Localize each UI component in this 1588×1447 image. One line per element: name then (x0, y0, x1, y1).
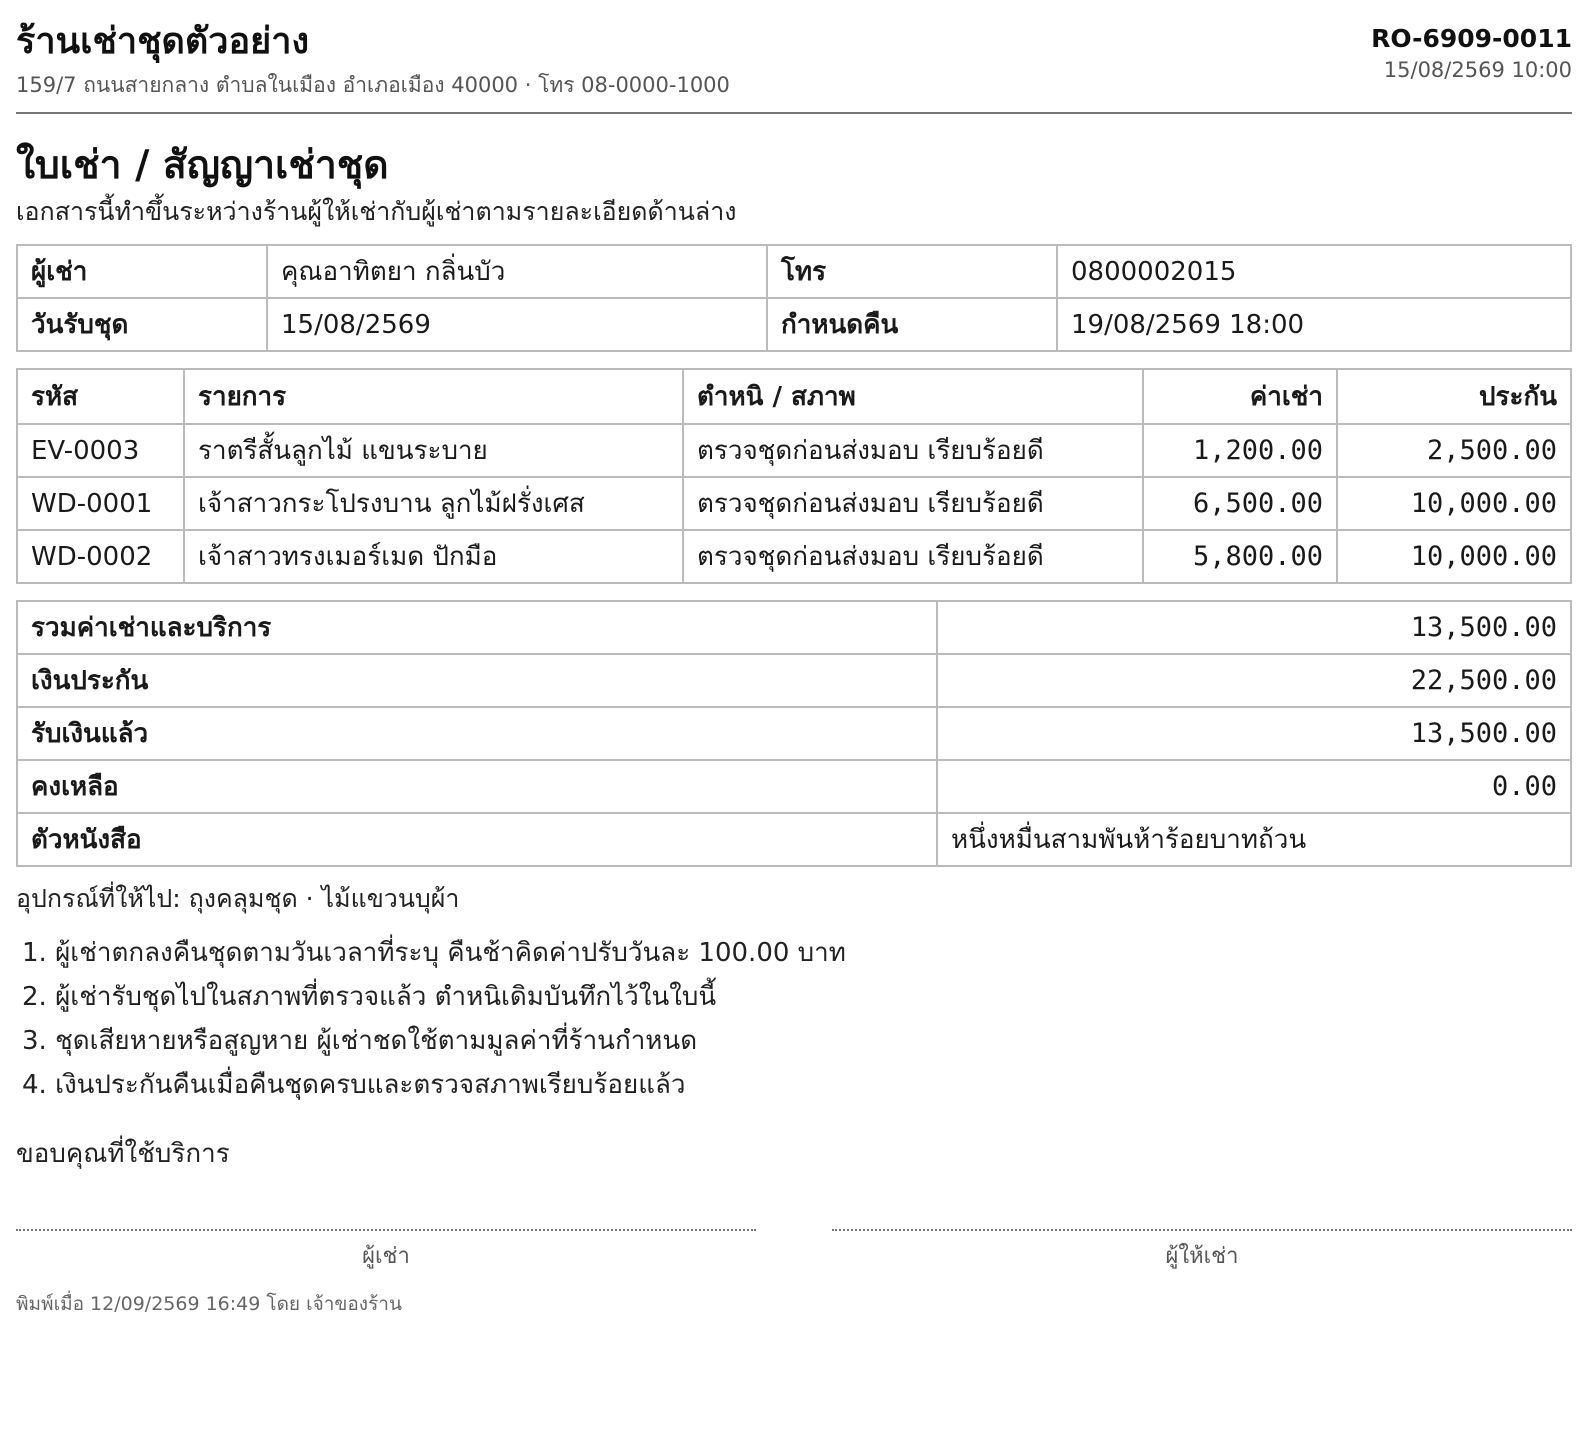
amount-words-value: หนึ่งหมื่นสามพันห้าร้อยบาทถ้วน (937, 813, 1571, 866)
phone-label: โทร (767, 245, 1057, 298)
column-header-condition: ตำหนิ / สภาพ (683, 369, 1143, 424)
lessor-signature-line: ผู้ให้เช่า (832, 1229, 1572, 1271)
shop-name: ร้านเช่าชุดตัวอย่าง (16, 21, 310, 62)
item-name: ราตรีสั้นลูกไม้ แขนระบาย (184, 424, 683, 477)
balance-label: คงเหลือ (17, 760, 937, 813)
deposit-value: 22,500.00 (937, 654, 1571, 707)
renter-name: คุณอาทิตยา กลิ่นบัว (267, 245, 767, 298)
items-header-row (17, 369, 1571, 424)
paid-label: รับเงินแล้ว (17, 707, 937, 760)
item-rent: 6,500.00 (1143, 477, 1337, 530)
balance-row (17, 760, 1571, 813)
printed-footer: พิมพ์เมื่อ 12/09/2569 16:49 โดย เจ้าของร้าน (16, 1293, 402, 1315)
page-subtitle: เอกสารนี้ทำขึ้นระหว่างร้านผู้ให้เช่ากับผู้เช่าตามรายละเอียดด้านล่าง (16, 197, 737, 226)
pickup-label: วันรับชุด (17, 298, 267, 351)
item-code: EV-0003 (17, 424, 184, 477)
renter-label: ผู้เช่า (17, 245, 267, 298)
amount-words-label: ตัวหนังสือ (17, 813, 937, 866)
dates-info-row (17, 298, 1571, 351)
table-row (17, 477, 1571, 530)
renter-signature-line: ผู้เช่า (16, 1229, 756, 1271)
amount-words-row (17, 813, 1571, 866)
rental-contract-page (16, 0, 1572, 1317)
term-item: 2. ผู้เช่ารับชุดไปในสภาพที่ตรวจแล้ว ตำหนิเดิมบันทึกไว้ในใบนี้ (22, 982, 717, 1012)
item-condition: ตรวจชุดก่อนส่งมอบ เรียบร้อยดี (683, 477, 1143, 530)
total-rent-row (17, 601, 1571, 654)
term-item: 1. ผู้เช่าตกลงคืนชุดตามวันเวลาที่ระบุ คืนช้าคิดค่าปรับวันละ 100.00 บาท (22, 938, 846, 968)
term-item: 4. เงินประกันคืนเมื่อคืนชุดครบและตรวจสภาพเรียบร้อยแล้ว (22, 1070, 686, 1100)
item-code: WD-0002 (17, 530, 184, 583)
item-rent: 5,800.00 (1143, 530, 1337, 583)
item-condition: ตรวจชุดก่อนส่งมอบ เรียบร้อยดี (683, 424, 1143, 477)
equipment-note: อุปกรณ์ที่ให้ไป: ถุงคลุมชุด · ไม้แขวนบุผ้า (16, 884, 460, 913)
paid-row (17, 707, 1571, 760)
deposit-row (17, 654, 1571, 707)
renter-info-row (17, 245, 1571, 298)
totals-table (16, 600, 1572, 867)
return-date: 19/08/2569 18:00 (1057, 298, 1571, 351)
page-title: ใบเช่า / สัญญาเช่าชุด (16, 143, 389, 188)
return-label: กำหนดคืน (767, 298, 1057, 351)
column-header-rent: ค่าเช่า (1143, 369, 1337, 424)
total-rent-value: 13,500.00 (937, 601, 1571, 654)
column-header-item: รายการ (184, 369, 683, 424)
item-rent: 1,200.00 (1143, 424, 1337, 477)
pickup-date: 15/08/2569 (267, 298, 767, 351)
shop-address: 159/7 ถนนสายกลาง ตำบลในเมือง อำเภอเมือง 40000 · โทร 08-0000-1000 (16, 73, 730, 97)
item-name: เจ้าสาวทรงเมอร์เมด ปักมือ (184, 530, 683, 583)
paid-value: 13,500.00 (937, 707, 1571, 760)
thank-you-note: ขอบคุณที่ใช้บริการ (16, 1139, 230, 1169)
item-name: เจ้าสาวกระโปรงบาน ลูกไม้ฝรั่งเศส (184, 477, 683, 530)
shop-block (16, 18, 730, 100)
phone-value: 0800002015 (1057, 245, 1571, 298)
signature-section (16, 1229, 1572, 1271)
item-condition: ตรวจชุดก่อนส่งมอบ เรียบร้อยดี (683, 530, 1143, 583)
document-datetime: 15/08/2569 10:00 (1383, 58, 1572, 82)
table-row (17, 424, 1571, 477)
column-header-code: รหัส (17, 369, 184, 424)
term-item: 3. ชุดเสียหายหรือสูญหาย ผู้เช่าชดใช้ตามมูลค่าที่ร้านกำหนด (22, 1026, 698, 1056)
item-deposit: 2,500.00 (1337, 424, 1571, 477)
table-row (17, 530, 1571, 583)
renter-info-table (16, 244, 1572, 352)
item-deposit: 10,000.00 (1337, 477, 1571, 530)
document-meta (1371, 18, 1572, 84)
document-number: RO-6909-0011 (1371, 24, 1572, 53)
deposit-label: เงินประกัน (17, 654, 937, 707)
item-code: WD-0001 (17, 477, 184, 530)
balance-value: 0.00 (937, 760, 1571, 813)
document-header (16, 18, 1572, 114)
column-header-deposit: ประกัน (1337, 369, 1571, 424)
total-rent-label: รวมค่าเช่าและบริการ (17, 601, 937, 654)
terms-list (22, 931, 1572, 1107)
items-table (16, 368, 1572, 584)
item-deposit: 10,000.00 (1337, 530, 1571, 583)
